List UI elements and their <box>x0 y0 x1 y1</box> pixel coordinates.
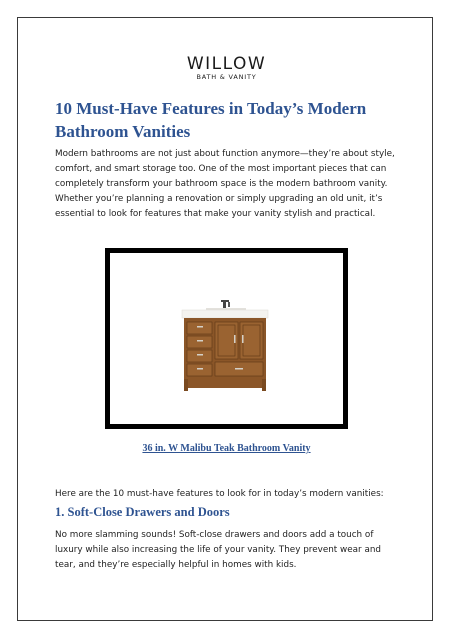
product-image-frame <box>105 248 348 429</box>
list-lead-in: Here are the 10 must-have features to look for in today’s modern vanities: <box>55 489 384 499</box>
section-body: No more slamming sounds! Soft-close drawers and doors add a touch of luxury while also increasing the life of your vanity. They prevent wear and tear, and they’re especially helpful in homes with kids. <box>55 530 382 570</box>
article-title: 10 Must-Have Features in Today’s Modern Bathroom Vanities <box>55 99 367 141</box>
countertop <box>182 310 268 318</box>
vanity-product-image[interactable] <box>175 295 275 415</box>
intro-paragraph: Modern bathrooms are not just about function anymore—they’re about style, comfort, and smart storage too. One of the most important pieces that can completely transform your bathroom space is the modern bathroom vanity. Whether you’re planning a renovation or simply upgrading an old unit, it’s essential to look for features that make your vanity stylish and practical. <box>55 149 395 219</box>
brand-tagline: BATH & VANITY <box>196 73 257 81</box>
section-heading: 1. Soft-Close Drawers and Doors <box>55 505 230 519</box>
brand-name: WILLOW <box>186 54 267 74</box>
image-caption-link[interactable]: 36 in. W Malibu Teak Bathroom Vanity <box>142 443 311 454</box>
brand-logo[interactable] <box>0 55 453 81</box>
